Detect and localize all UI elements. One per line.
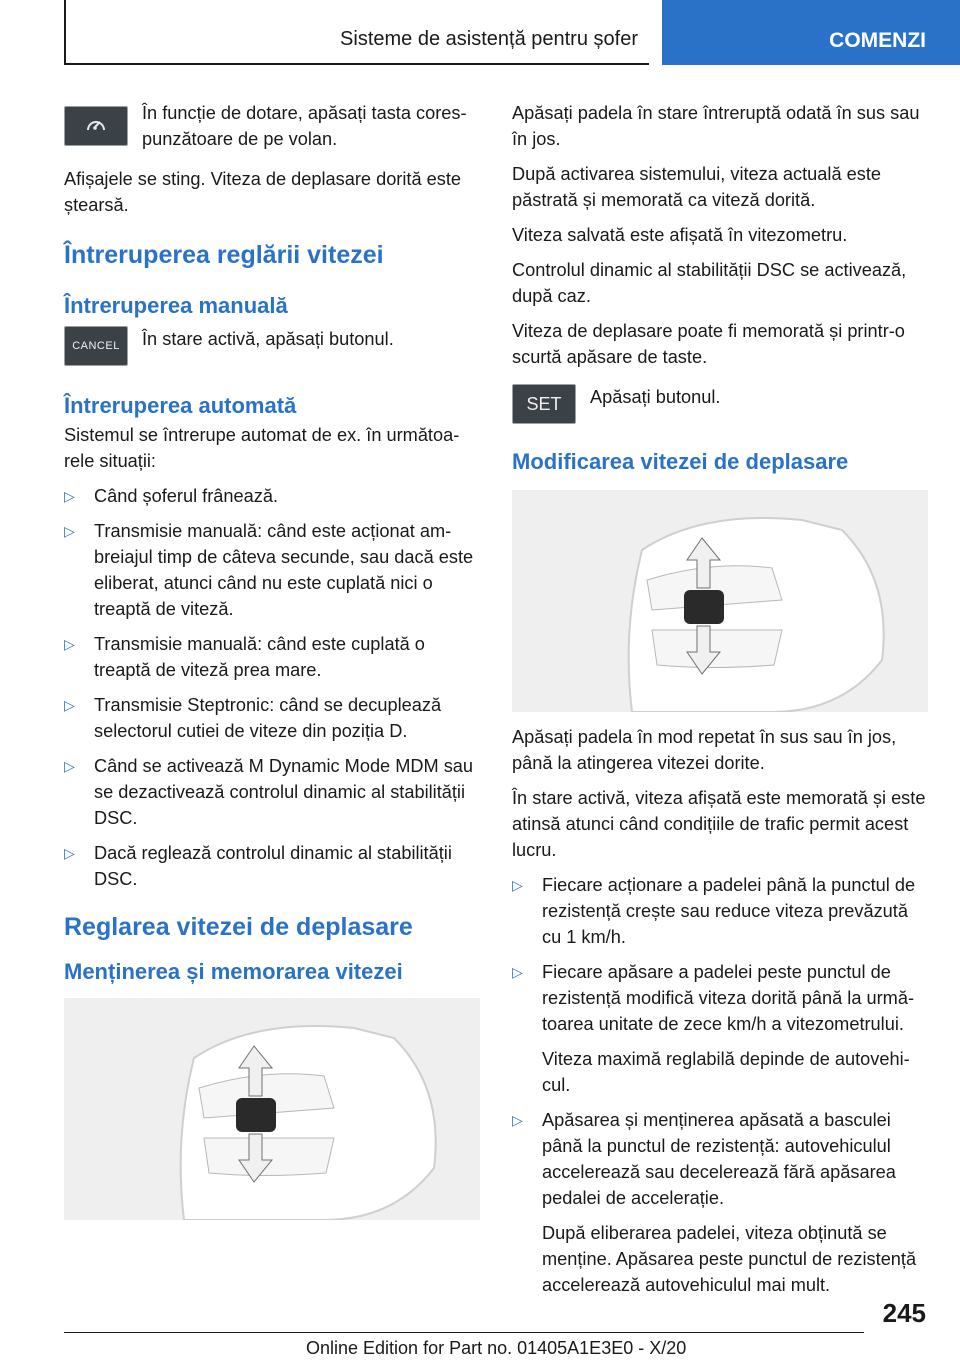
modify-list <box>512 872 928 1298</box>
list-item-note: Viteza maximă reglabilă depinde de autovehicul. <box>542 1049 910 1095</box>
auto-list <box>64 483 480 892</box>
cancel-instruction-text: În stare activă, apăsați butonul. <box>142 329 394 349</box>
list-item: ▷ Fiecare acționare a padelei până la punctul de rezistență crește sau reduce viteza prevăzută cu 1 km/h. <box>512 872 928 950</box>
list-item: ▷ Apăsarea și menținerea apăsată a basculei până la punctul de rezistență: autovehiculul accelerează sau decelerează fără apăsarea pedalei de accelerație. După eliberarea padelei, viteza obținută se menține. Apăsarea peste punctul de rezistență accelerează autovehiculul mai mult. <box>512 1107 928 1298</box>
list-item: ▷ Fiecare apăsare a padelei peste punctul de rezistență modifică viteza dorită până la următoarea unitate de zece km/h a vitezometrului. Viteza maximă reglabilă depinde de autovehicul. <box>512 959 928 1098</box>
heading-manual: Întreruperea manuală <box>64 293 288 318</box>
edition-text: Online Edition for Part no. 01405A1E3E0 - X/20 <box>306 1338 687 1358</box>
auto-intro: Sistemul se întrerupe automat de ex. în următoarele situații: <box>64 425 460 471</box>
list-item: ▷ Când șoferul frânează. <box>64 483 480 509</box>
set-instruction-text: Apăsați butonul. <box>590 387 721 407</box>
triangle-bullet-icon: ▷ <box>64 488 75 504</box>
cancel-instruction <box>64 326 480 366</box>
left-column <box>64 100 480 1232</box>
heading-modify: Modificarea vitezei de deplasare <box>512 449 849 474</box>
paragraph: Viteza de deplasare poate fi memorată și printr-o scurtă apăsare de taste. <box>512 321 905 367</box>
list-item: ▷ Transmisie manuală: când este acționat ambreiajul timp de câteva secunde, sau dacă este eliberat, atunci când nu este cuplată nici o treaptă de viteză. <box>64 518 480 622</box>
chapter-tab-label: COMENZI <box>829 28 926 52</box>
cancel-button-icon: CANCEL <box>64 326 128 366</box>
triangle-bullet-icon: ▷ <box>64 523 75 539</box>
paragraph: Viteza salvată este afișată în vitezometru. <box>512 225 848 245</box>
list-item: ▷ Dacă reglează controlul dinamic al stabilității DSC. <box>64 840 480 892</box>
triangle-bullet-icon: ▷ <box>512 1112 523 1128</box>
steering-wheel-figure-1 <box>64 998 480 1220</box>
heading-adjust: Reglarea vitezei de deplasare <box>64 913 413 941</box>
paragraph: Controlul dinamic al stabilității DSC se activează, după caz. <box>512 260 907 306</box>
list-item-note: După eliberarea padelei, viteza obținută se menține. Apăsarea peste punctul de rezistență accelerează autovehiculul mai mult. <box>542 1223 917 1295</box>
triangle-bullet-icon: ▷ <box>64 758 75 774</box>
resume-instruction <box>64 100 480 152</box>
triangle-bullet-icon: ▷ <box>512 964 523 980</box>
list-item: ▷ Transmisie Steptronic: când se decuplează selectorul cutiei de viteze din poziția D. <box>64 692 480 744</box>
header-left-rule <box>64 0 66 64</box>
paragraph: Apăsați padela în mod repetat în sus sau în jos, până la atingerea vitezei dorite. <box>512 727 897 773</box>
triangle-bullet-icon: ▷ <box>64 636 75 652</box>
paragraph: După activarea sistemului, viteza actuală este păstrată și memorată ca viteză dorită. <box>512 164 881 210</box>
heading-automatic: Întreruperea automată <box>64 393 297 418</box>
right-column <box>512 100 928 1307</box>
triangle-bullet-icon: ▷ <box>512 877 523 893</box>
set-instruction <box>512 384 928 424</box>
paragraph: În stare activă, viteza afișată este memorată și este atinsă atunci când condițiile de trafic permit acest lucru. <box>512 788 926 860</box>
page-number: 245 <box>882 1298 926 1328</box>
list-item: ▷ Transmisie manuală: când este cuplată o treaptă de viteză prea mare. <box>64 631 480 683</box>
chapter-tab[interactable] <box>662 0 960 65</box>
section-title: Sisteme de asistență pentru șofer <box>340 28 638 50</box>
heading-interrupt: Întreruperea reglării vitezei <box>64 241 384 269</box>
paragraph: Apăsați padela în stare întreruptă odată în sus sau în jos. <box>512 103 920 149</box>
header-bottom-rule <box>64 63 649 65</box>
footer-rule <box>64 1332 864 1333</box>
steering-wheel-illustration <box>64 998 480 1220</box>
triangle-bullet-icon: ▷ <box>64 845 75 861</box>
list-item: ▷ Când se activează M Dynamic Mode MDM sau se dezactivează controlul dinamic al stabilității DSC. <box>64 753 480 831</box>
steering-wheel-illustration <box>512 490 928 712</box>
resume-instruction-text: În funcție de dotare, apăsați tasta corespunzătoare de pe volan. <box>142 103 467 149</box>
heading-keep: Menținerea și memorarea vitezei <box>64 959 403 984</box>
cruise-resume-icon <box>64 106 128 146</box>
intro-paragraph: Afișajele se sting. Viteza de deplasare dorită este ștearsă. <box>64 169 461 215</box>
triangle-bullet-icon: ▷ <box>64 697 75 713</box>
steering-wheel-figure-2 <box>512 490 928 712</box>
set-button-icon: SET <box>512 384 576 424</box>
